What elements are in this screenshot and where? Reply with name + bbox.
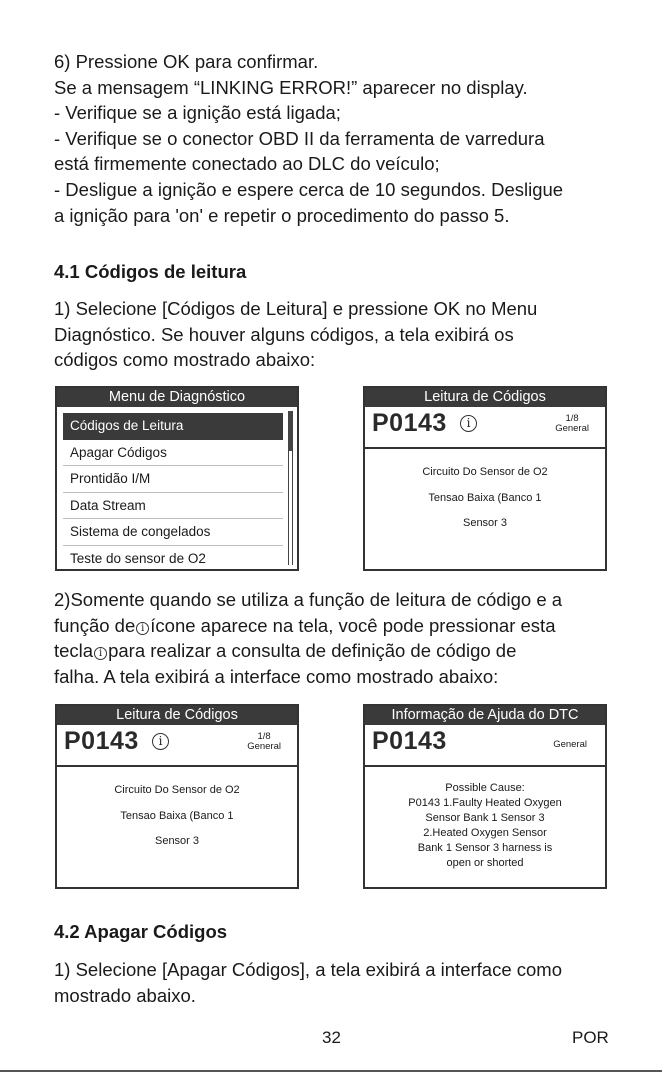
help-code-header	[365, 725, 605, 767]
intro-line: - Desligue a ignição e espere cerca de 10 segundos. Desligue	[54, 178, 564, 200]
step2-line	[54, 638, 614, 664]
definition-line: Circuito Do Sensor de O2	[114, 784, 240, 796]
help-text	[365, 767, 605, 871]
code-header	[365, 407, 605, 449]
intro-line: está firmemente conectado ao DLC do veículo;	[54, 153, 440, 175]
step2-text: ícone aparece na tela, você pode pressionar esta	[150, 614, 556, 636]
info-icon[interactable]: i	[152, 733, 169, 750]
menu-item-o2-sensor-test[interactable]: Teste do sensor de O2	[70, 550, 206, 566]
code-category: General	[553, 739, 587, 750]
step2-text: tecla	[54, 640, 94, 662]
dtc-code: P0143	[64, 727, 139, 755]
code-category: General	[555, 423, 589, 434]
read-codes-screen-2	[55, 704, 299, 889]
menu-item-freeze-frame[interactable]: Sistema de congelados	[63, 519, 283, 546]
section42-step1	[54, 957, 614, 1008]
help-line: Possible Cause:	[445, 782, 525, 794]
menu-item-data-stream[interactable]: Data Stream	[63, 493, 283, 520]
step1-line: códigos como mostrado abaixo:	[54, 349, 316, 371]
menu-screen-title: Menu de Diagnóstico	[57, 388, 297, 407]
code-pager	[555, 414, 589, 434]
language-label: POR	[572, 1028, 609, 1047]
code-header	[57, 725, 297, 767]
definition-line: Tensao Baixa (Banco 1	[120, 809, 234, 822]
info-icon[interactable]: i	[460, 415, 477, 432]
step2-line	[54, 613, 614, 639]
step2-text: função de	[54, 614, 136, 636]
step2-text: para realizar a consulta de definição de código de	[108, 640, 517, 662]
diagnostic-menu-list	[57, 407, 297, 571]
code-category: General	[247, 741, 281, 752]
help-line: open or shorted	[446, 857, 524, 869]
page-indicator: 1/8	[257, 731, 271, 742]
help-line: 2.Heated Oxygen Sensor	[423, 827, 547, 839]
diagnostic-menu-screen	[55, 386, 299, 571]
help-screen-title: Informação de Ajuda do DTC	[365, 706, 605, 725]
menu-item-read-codes[interactable]: Códigos de Leitura	[63, 413, 283, 440]
help-line: Bank 1 Sensor 3 harness is	[417, 842, 553, 854]
definition-line: Sensor 3	[154, 835, 200, 847]
menu-scroll-thumb[interactable]	[289, 411, 292, 451]
code-pager	[247, 732, 281, 752]
section41-step2	[54, 587, 614, 689]
section41-step1	[54, 296, 614, 373]
definition-line: Sensor 3	[462, 517, 508, 529]
intro-line: a ignição para 'on' e repetir o procedimento do passo 5.	[54, 204, 510, 226]
step1-line: Diagnóstico. Se houver alguns códigos, a tela exibirá os	[54, 323, 514, 345]
section-heading-4-2: 4.2 Apagar Códigos	[54, 921, 228, 942]
page-number: 32	[322, 1028, 341, 1047]
definition-line: Tensao Baixa (Banco 1	[428, 491, 542, 504]
page-indicator: 1/8	[565, 413, 579, 424]
menu-item-erase-codes[interactable]: Apagar Códigos	[63, 440, 283, 467]
step1-line: 1) Selecione [Códigos de Leitura] e pressione OK no Menu	[54, 298, 538, 319]
step2-line: 2)Somente quando se utiliza a função de leitura de código e a	[54, 589, 563, 610]
dtc-help-screen	[363, 704, 607, 889]
intro-line: - Verifique se o conector OBD II da ferramenta de varredura	[54, 127, 545, 149]
dtc-code: P0143	[372, 727, 447, 755]
help-line: Sensor Bank 1 Sensor 3	[425, 812, 545, 824]
intro-line: Se a mensagem “LINKING ERROR!” aparecer no display.	[54, 76, 528, 98]
help-line: P0143 1.Faulty Heated Oxygen	[408, 797, 562, 809]
step1-line: mostrado abaixo.	[54, 984, 196, 1006]
code-definition	[365, 449, 605, 543]
menu-item-im-readiness[interactable]: Prontidão I/M	[63, 466, 283, 493]
intro-paragraph	[54, 49, 614, 228]
step2-line: falha. A tela exibirá a interface como mostrado abaixo:	[54, 665, 499, 687]
step1-line: 1) Selecione [Apagar Códigos], a tela exibirá a interface como	[54, 959, 563, 980]
menu-scrollbar[interactable]	[288, 411, 293, 565]
intro-line: 6) Pressione OK para confirmar.	[54, 51, 319, 72]
section-heading-4-1: 4.1 Códigos de leitura	[54, 261, 247, 282]
read-screen-title: Leitura de Códigos	[57, 706, 297, 725]
intro-line: - Verifique se a ignição está ligada;	[54, 102, 341, 124]
code-definition	[57, 767, 297, 861]
info-icon: i	[136, 622, 149, 635]
info-icon: i	[94, 647, 107, 660]
read-screen-title: Leitura de Códigos	[365, 388, 605, 407]
dtc-code: P0143	[372, 409, 447, 437]
read-codes-screen	[363, 386, 607, 571]
definition-line: Circuito Do Sensor de O2	[422, 466, 548, 478]
